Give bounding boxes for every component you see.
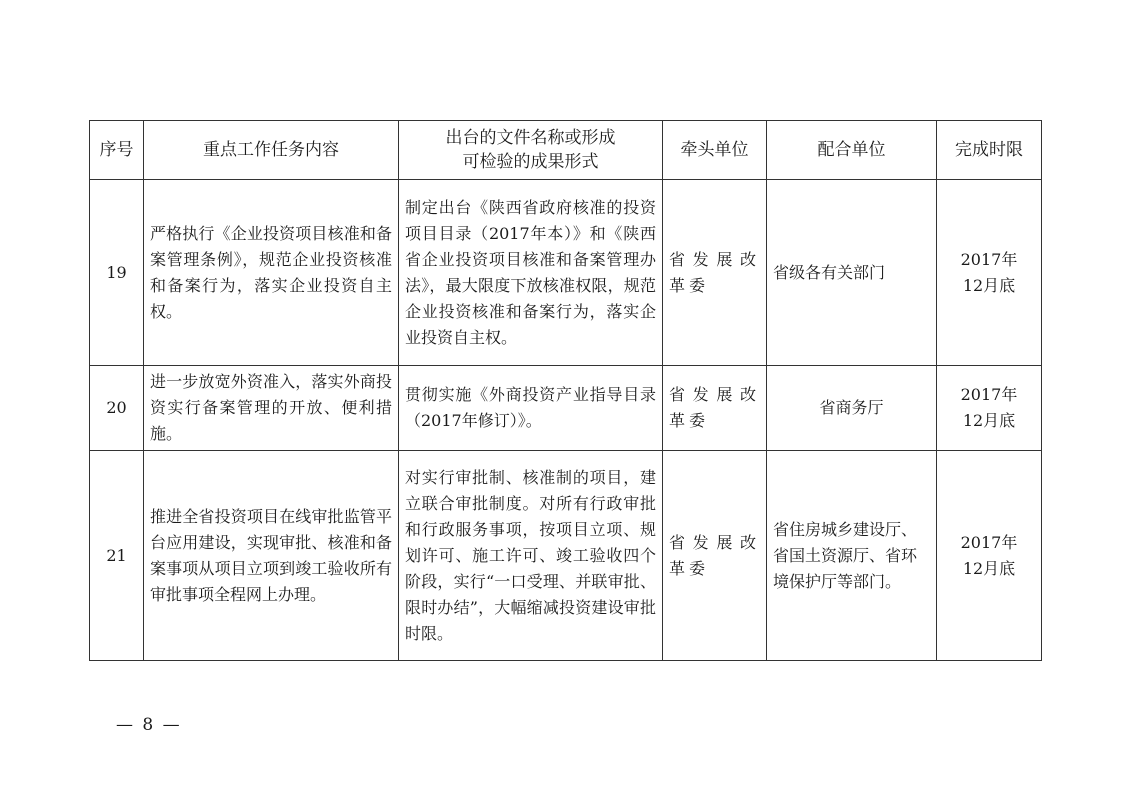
- row-coop: 省住房城乡建设厅、省国土资源厅、省环境保护厅等部门。: [767, 451, 937, 661]
- table-header-row: [90, 121, 1042, 180]
- row-coop: 省商务厅: [767, 366, 937, 451]
- row-deadline: 2017年 12月底: [937, 180, 1042, 366]
- row-task: 严格执行《企业投资项目核准和备案管理条例》，规范企业投资核准和备案行为，落实企业投资自主权。: [144, 180, 399, 366]
- row-lead: 省发展改革委: [663, 451, 767, 661]
- row-task: 进一步放宽外资准入，落实外商投资实行备案管理的开放、便利措施。: [144, 366, 399, 451]
- row-result: 对实行审批制、核准制的项目，建立联合审批制度。对所有行政审批和行政服务事项，按项目立项、规划许可、施工许可、竣工验收四个阶段，实行“一口受理、并联审批、限时办结”，大幅缩减投资建设审批时限。: [399, 451, 663, 661]
- key-tasks-table: [89, 120, 1042, 661]
- row-no: 19: [90, 180, 144, 366]
- table-row: [90, 451, 1042, 661]
- row-deadline: 2017年 12月底: [937, 451, 1042, 661]
- table-row: [90, 180, 1042, 366]
- row-lead: 省发展改革委: [663, 366, 767, 451]
- row-result: 制定出台《陕西省政府核准的投资项目目录（2017年本）》和《陕西省企业投资项目核准和备案管理办法》，最大限度下放核准权限，规范企业投资核准和备案行为，落实企业投资自主权。: [399, 180, 663, 366]
- row-lead: 省发展改革委: [663, 180, 767, 366]
- row-no: 20: [90, 366, 144, 451]
- row-result: 贯彻实施《外商投资产业指导目录（2017年修订）》。: [399, 366, 663, 451]
- page-number: — 8 —: [116, 715, 182, 735]
- row-deadline: 2017年 12月底: [937, 366, 1042, 451]
- row-no: 21: [90, 451, 144, 661]
- row-task: 推进全省投资项目在线审批监管平台应用建设，实现审批、核准和备案事项从项目立项到竣工验收所有审批事项全程网上办理。: [144, 451, 399, 661]
- header-no: 序号: [90, 121, 144, 180]
- header-coop: 配合单位: [767, 121, 937, 180]
- header-result: 出台的文件名称或形成 可检验的成果形式: [399, 121, 663, 180]
- header-task: 重点工作任务内容: [144, 121, 399, 180]
- table-row: [90, 366, 1042, 451]
- row-coop: 省级各有关部门: [767, 180, 937, 366]
- header-lead: 牵头单位: [663, 121, 767, 180]
- header-deadline: 完成时限: [937, 121, 1042, 180]
